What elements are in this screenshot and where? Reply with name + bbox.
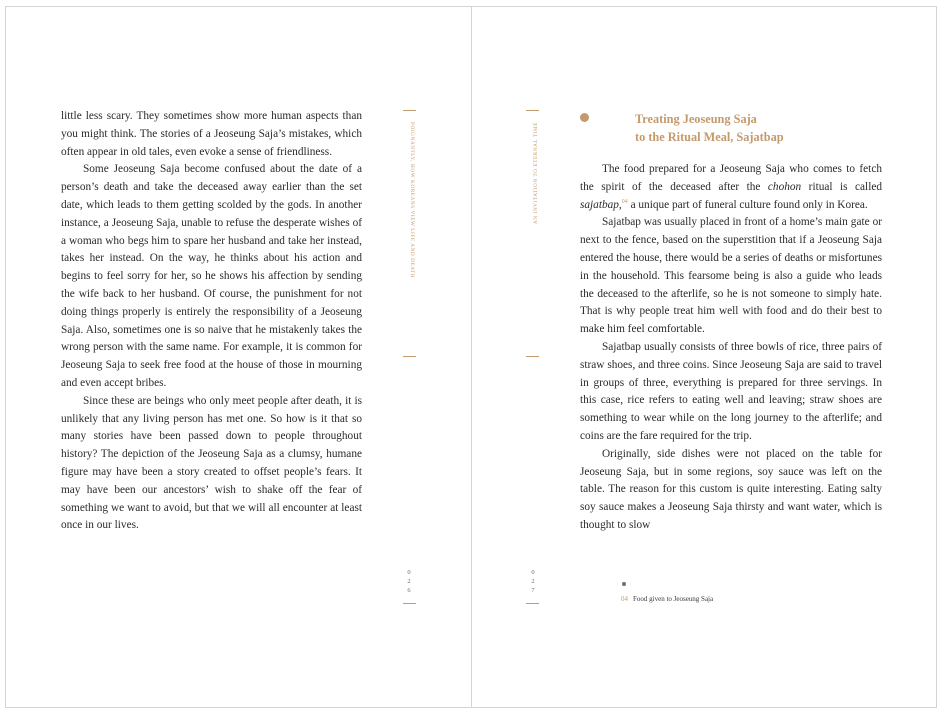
section-title: Treating Jeoseung Saja to the Ritual Meal, Sajatbap	[635, 112, 784, 144]
left-running-head-rule-bottom	[403, 356, 416, 357]
right-page-body	[580, 161, 882, 535]
right-running-head: AN INVITATION TO ETERNAL TIME	[533, 122, 539, 225]
right-paragraph: Sajatbap usually consists of three bowls of rice, three pairs of straw shoes, and three coins. Since Jeoseung Saja are said to travel in groups of three, everything is prepared for three servings. In this case, rice refers to eating well and leaving; straw shoes are something to wear while on the long journey to the afterlife; and coins are the fare required for the trip.	[580, 340, 882, 442]
left-page-number: 0 2 6	[407, 569, 411, 594]
left-paragraph: little less scary. They sometimes show more human aspects than you might think. The stories of a Jeoseung Saja’s mistakes, which often appear in old tales, even evoke a sense of friendliness.	[61, 110, 362, 158]
left-paragraph: Since these are beings who only meet people after death, it is unlikely that any living person has met one. So how is it that so many stories have been passed down to people throughout history? The depiction of the Jeoseung Saja as a clumsy, humane figure may have been a story created to offset people’s fears. It may have been our ancestors’ wish to shake off the fear of something we want to avoid, but that we will all encounter at least once in our lives.	[61, 394, 362, 532]
right-running-head-rule-top	[526, 110, 539, 111]
left-running-head: POIGNANTLY, HOW KOREANS VIEW LIFE AND DEATH	[409, 122, 415, 279]
right-paragraph: Sajatbap was usually placed in front of a home’s main gate or next to the fence, based on the superstition that if a Jeoseung Saja entered the house, there would be a series of deaths or misfortunes in the household. This fearsome being is also a guide who leads the deceased to the afterlife, so he is not someone to simply hate. That is why people treat him well with food and do their best to make him feel comfortable.	[580, 216, 882, 336]
right-folio-rule	[526, 603, 539, 604]
section-bullet-icon	[580, 113, 589, 122]
footnote-text: Food given to Jeoseung Saja	[633, 595, 714, 603]
right-paragraph: The food prepared for a Jeoseung Saja who comes to fetch the spirit of the deceased after the chohon ritual is called sajatbap,$^{04}$ a unique part of funeral culture found only in Korea.	[580, 163, 882, 211]
footnote-marker-icon	[622, 582, 626, 586]
right-page-number: 0 2 7	[531, 569, 535, 594]
term-sajatbap: sajatbap	[580, 198, 619, 211]
left-page-body	[61, 108, 362, 535]
footnote-number: 04	[621, 595, 628, 603]
right-running-head-rule-bottom	[526, 356, 539, 357]
footnote	[621, 595, 713, 603]
left-paragraph: Some Jeoseung Saja become confused about the date of a person’s death and take the deceased away earlier than the set date, which leads to them getting scolded by the gods. In another instance, a Jeoseung Saja, unable to refuse the desperate wishes of a woman who begs him to spare her husband and take her instead, takes her instead. On the way, he thinks about his action and begins to feel sorry for her, so he shows his affection by sending the wife back to her husband. Of course, the punishment for not doing things properly is entirely the responsibility of a Jeoseung Saja. Also, sometimes one is so naive that he mistakenly takes the wrong person with the same name. For example, it is common for Jeoseung Saja to seek free food at the house of those in mourning and even accept bribes.	[61, 163, 362, 389]
term-chohon: chohon	[767, 180, 802, 193]
footnote-reference[interactable]: 04	[621, 198, 628, 205]
right-paragraph: Originally, side dishes were not placed on the table for Jeoseung Saja, but in some regions, soy sauce was left on the table. The reason for this custom is quite interesting. Eating salty soy sauce makes a Jeoseung Saja thirsty and want water, which is thought to slow	[580, 447, 882, 531]
page-gutter	[471, 6, 472, 708]
left-running-head-rule-top	[403, 110, 416, 111]
left-folio-rule	[403, 603, 416, 604]
